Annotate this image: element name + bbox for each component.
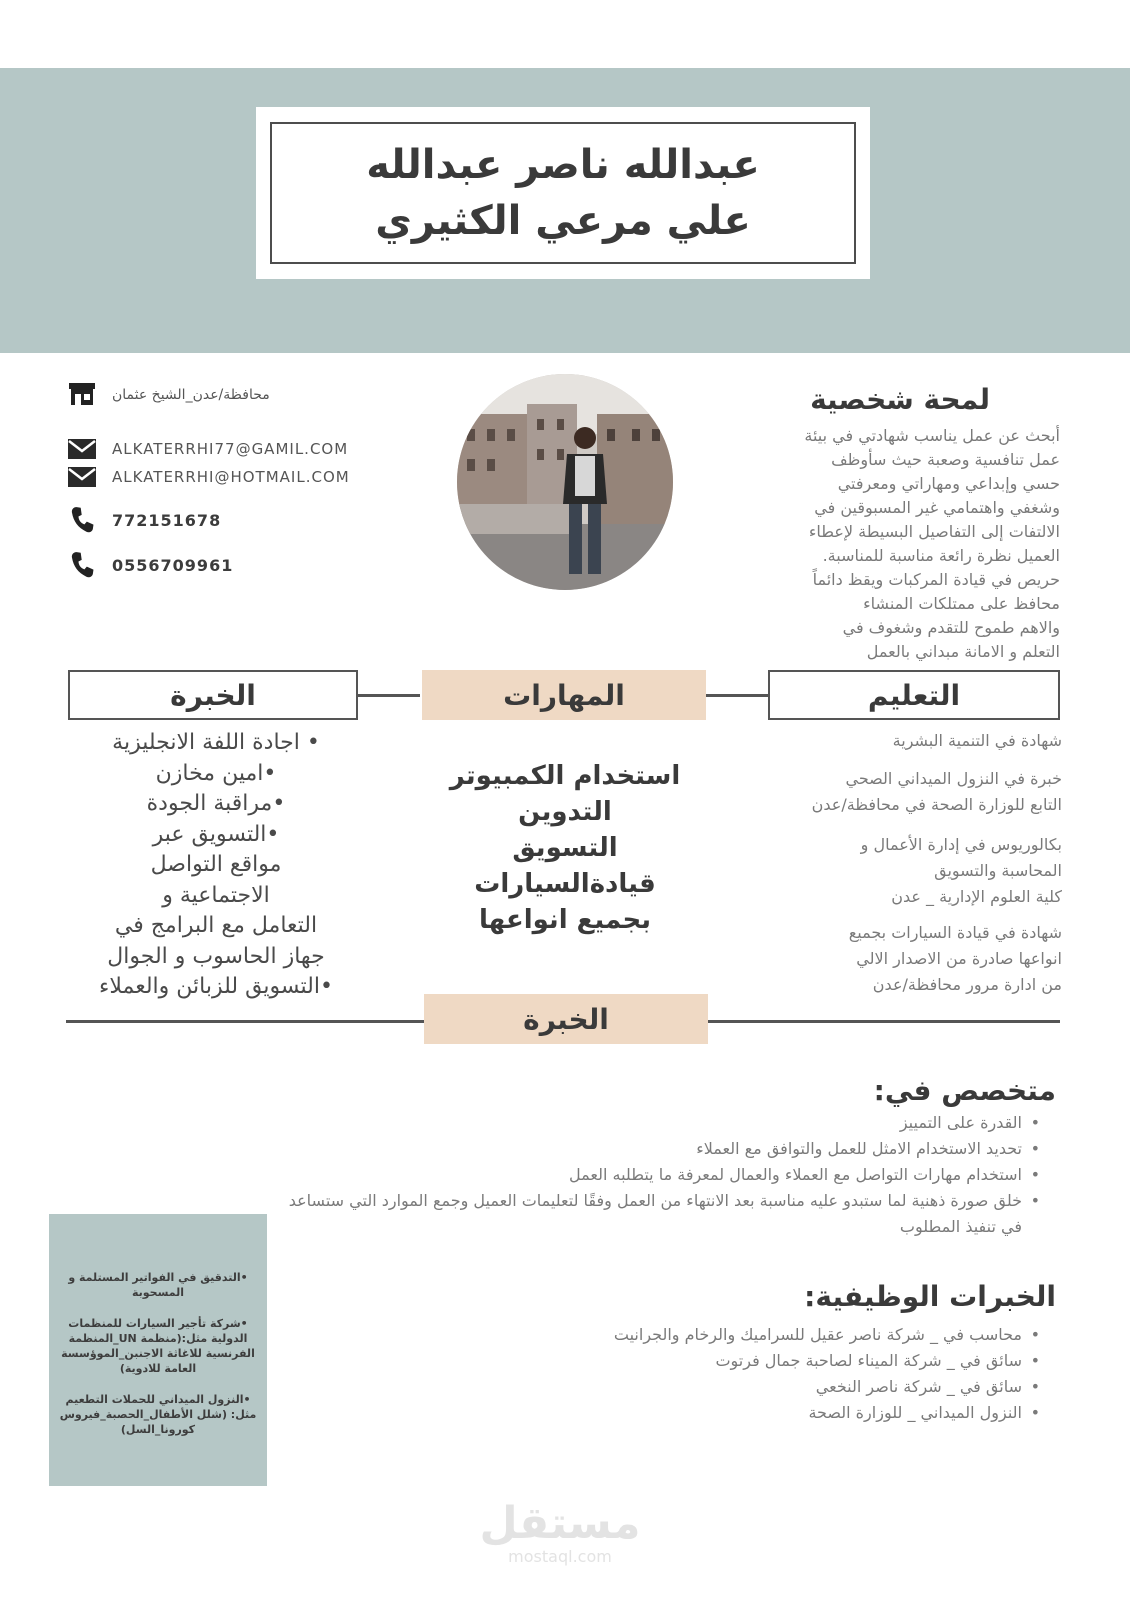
education-item: شهادة في التنمية البشرية: [892, 731, 1062, 750]
job-item: • محاسب في _ شركة ناصر عقيل للسراميك والرخام والجرانيت: [442, 1322, 1042, 1348]
specialized-item: • تحديد الاستخدام الامثل للعمل والتوافق مع العملاء: [282, 1136, 1042, 1162]
education-heading: التعليم: [768, 670, 1060, 720]
side-box-item: •التدقيق في الفواتير المستلمة و المسحوبة: [68, 1271, 248, 1299]
education-item: خبرة في النزول الميداني الصحي التابع للوزارة الصحة في محافظة/عدن: [811, 769, 1062, 814]
job-item: • سائق في _ شركة ناصر النخعي: [442, 1374, 1042, 1400]
experience-line: •امين مخازن: [155, 760, 277, 786]
mail-icon: [66, 434, 98, 464]
profile-line: أبحث عن عمل يناسب شهادتي في بيئة: [804, 426, 1060, 445]
phone-icon: [66, 550, 98, 580]
experience-left-list: [66, 728, 366, 1003]
skill-item: بجميع انواعها: [479, 905, 651, 935]
profile-text: [730, 424, 1060, 664]
contact-phone-1: [66, 505, 221, 535]
contact-address: [66, 380, 270, 410]
divider-line: [708, 1020, 1060, 1023]
skill-item: قيادةالسيارات: [474, 869, 656, 899]
phone-1-text[interactable]: 772151678: [112, 510, 222, 530]
jobs-heading: الخبرات الوظيفية:: [804, 1280, 1056, 1313]
contact-email-1: [66, 434, 348, 464]
divider-line: [706, 694, 768, 697]
skills-heading: المهارات: [422, 670, 706, 720]
profile-line: والاهم طموح للتقدم وشغوف في: [842, 618, 1060, 637]
profile-photo: [457, 374, 673, 590]
experience-line: الاجتماعية و: [162, 882, 270, 908]
side-box-item: •شركة تأجير السيارات للمنظمات الدولية مثل:(منظمة UN_المنظمة الفرنسية للاغاثة الاجنبن_الموؤسسة العامة للادوية): [61, 1317, 255, 1375]
experience-line: •مراقبة الجودة: [146, 791, 286, 816]
education-item: بكالوريوس في إدارة الأعمال و المحاسبة والتسويق كلية العلوم الإدارية _ عدن: [860, 835, 1062, 906]
specialized-list: [282, 1110, 1042, 1240]
phone-icon: [66, 505, 98, 535]
experience-line: جهاز الحاسوب و الجوال: [107, 943, 325, 969]
experience-line: التعامل مع البرامج في: [114, 913, 318, 938]
experience-mid-heading: الخبرة: [424, 994, 708, 1044]
divider-line: [356, 694, 420, 697]
experience-line: مواقع التواصل: [150, 852, 282, 877]
job-item: • سائق في _ شركة الميناء لصاحبة جمال فرتوت: [442, 1348, 1042, 1374]
job-item: • النزول الميداني _ للوزارة الصحة: [442, 1400, 1042, 1426]
mail-icon: [66, 462, 98, 492]
skill-item: استخدام الكمبيوتر: [449, 761, 681, 791]
profile-line: عمل تنافسية وصعبة حيث سأوظف: [831, 450, 1060, 469]
specialized-item: • خلق صورة ذهنية لما ستبدو عليه مناسبة بعد الانتهاء من العمل وفقًا لتعليمات العميل وجمع الموارد التي ستساعد في تنفيذ المطلوب: [282, 1188, 1042, 1240]
watermark: [460, 1500, 660, 1566]
skill-item: التسويق: [512, 833, 618, 863]
skills-list: [420, 758, 710, 938]
contact-phone-2: [66, 550, 233, 580]
name-line-1: عبدالله ناصر عبدالله: [366, 142, 760, 188]
profile-line: وشغفي واهتمامي غير المسبوقين في: [814, 498, 1060, 517]
experience-line: •التسويق للزبائن والعملاء: [99, 974, 333, 999]
profile-line: حسي وإبداعي ومهاراتي ومعرفتي: [837, 474, 1060, 493]
address-text: محافظة/عدن_الشيخ عثمان: [112, 387, 270, 403]
email-1-text[interactable]: ALKATERRHI77@GAMIL.COM: [112, 440, 349, 458]
profile-line: الالتفات إلى التفاصيل البسيطة لإعطاء: [808, 522, 1060, 541]
side-box-item: •النزول الميداني للحملات التطعيم مثل: (شلل الأطفال_الحصبة_فيروس كورونا_السل): [59, 1393, 257, 1436]
profile-line: محافظ على ممتلكات المنشاء: [863, 594, 1060, 613]
name-frame: [270, 122, 856, 264]
profile-line: حريص في قيادة المركبات ويقظ دائماً: [812, 570, 1060, 589]
profile-line: التعلم و الامانة مبداني بالعمل: [866, 642, 1060, 661]
experience-left-heading: الخبرة: [68, 670, 358, 720]
education-item: شهادة في قيادة السيارات بجميع انواعها صادرة من الاصدار الالي من ادارة مرور محافظة/عدن: [848, 923, 1062, 994]
specialized-item: • القدرة على التمييز: [282, 1110, 1042, 1136]
experience-line: •التسويق عبر: [152, 821, 280, 847]
divider-line: [66, 1020, 424, 1023]
specialized-heading: متخصص في:: [873, 1074, 1056, 1107]
phone-2-text[interactable]: 0556709961: [112, 555, 234, 575]
watermark-logo: مستقل: [479, 1498, 641, 1549]
experience-line: • اجادة اللفة الانجليزية: [112, 730, 320, 755]
skill-item: التدوين: [518, 797, 612, 827]
jobs-list: [442, 1322, 1042, 1426]
specialized-item: • استخدام مهارات التواصل مع العملاء والعمال لمعرفة ما يتطلبه العمل: [282, 1162, 1042, 1188]
watermark-url: mostaql.com: [508, 1547, 612, 1566]
name-line-2: علي مرعي الكثيري: [375, 198, 751, 244]
contact-email-2: [66, 462, 350, 492]
store-icon: [66, 380, 98, 410]
side-box: [49, 1214, 267, 1486]
profile-line: العميل نظرة رائعة مناسبة للمناسبة.: [822, 546, 1060, 565]
profile-heading: لمحة شخصية: [810, 383, 990, 416]
email-2-text[interactable]: ALKATERRHI@HOTMAIL.COM: [112, 468, 350, 486]
